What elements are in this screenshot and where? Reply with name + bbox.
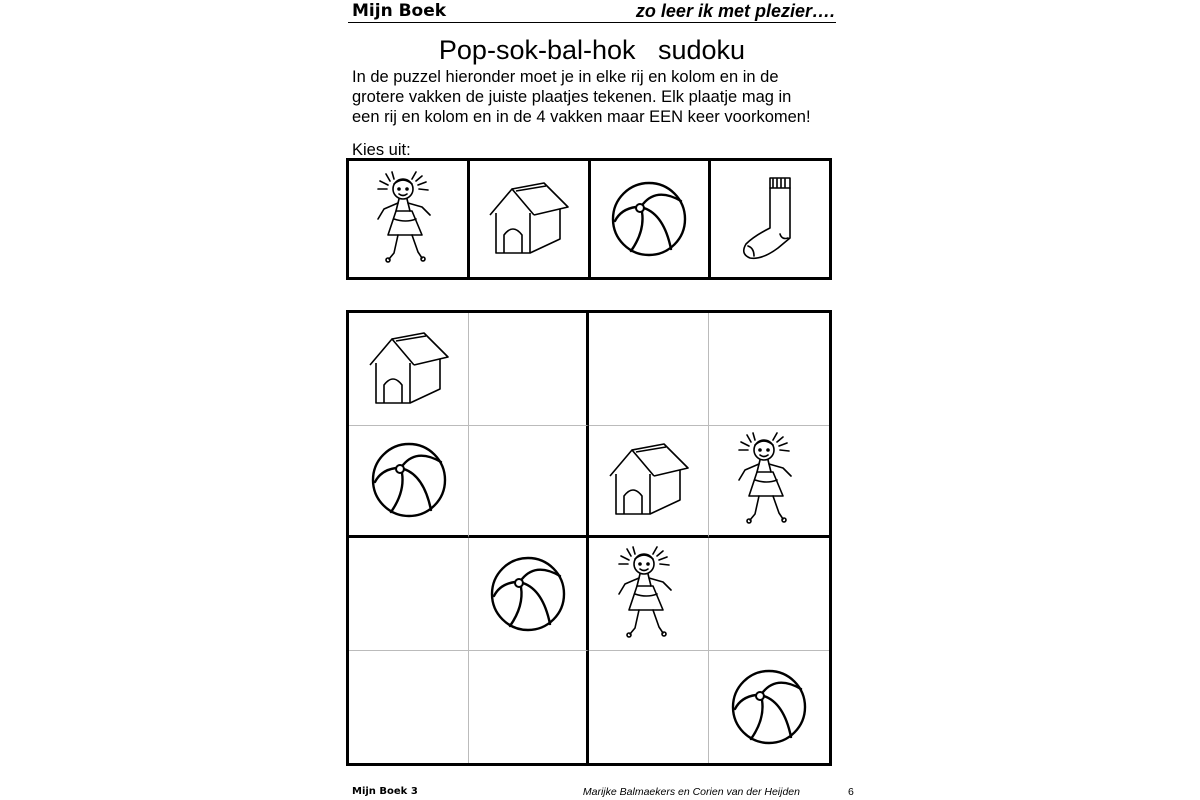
header-slogan: zo leer ik met plezier…. [635, 1, 835, 21]
footer-book-title: Mijn Boek 3 [352, 786, 418, 797]
doll-icon [729, 432, 809, 528]
choice-cell-ball [591, 161, 712, 277]
choices-label: Kies uit: [352, 141, 411, 159]
doghouse-icon [606, 442, 692, 518]
ball-icon [369, 440, 449, 520]
sudoku-cell[interactable] [349, 651, 469, 764]
choice-cell-sock [711, 161, 829, 277]
choice-cell-doghouse [470, 161, 591, 277]
sudoku-cell[interactable] [709, 651, 829, 764]
sudoku-cell[interactable] [589, 313, 709, 426]
sudoku-cell[interactable] [589, 538, 709, 651]
doghouse-icon [366, 331, 452, 407]
page-title: Pop-sok-bal-hok sudoku [438, 35, 746, 65]
choice-row [346, 158, 832, 280]
instruction-line: een rij en kolom en in de 4 vakken maar EEN keer voorkomen! [352, 108, 811, 126]
header-divider [348, 22, 836, 23]
doll-icon [368, 171, 448, 267]
doll-icon [609, 546, 689, 642]
sock-icon [738, 174, 802, 264]
sudoku-cell[interactable] [469, 313, 589, 426]
header-book-title: Mijn Boek [352, 1, 447, 21]
choice-cell-doll [349, 161, 470, 277]
ball-icon [488, 554, 568, 634]
sudoku-cell[interactable] [469, 426, 589, 539]
sudoku-cell[interactable] [349, 426, 469, 539]
sudoku-cell[interactable] [589, 426, 709, 539]
footer-authors: Marijke Balmaekers en Corien van der Heijden [582, 786, 800, 798]
instructions [352, 67, 842, 127]
sudoku-cell[interactable] [349, 313, 469, 426]
page-number: 6 [848, 786, 854, 798]
instruction-line: grotere vakken de juiste plaatjes tekenen. Elk plaatje mag in [352, 88, 792, 106]
sudoku-cell[interactable] [589, 651, 709, 764]
doghouse-icon [486, 181, 572, 257]
instruction-line: In de puzzel hieronder moet je in elke rij en kolom en in de [352, 68, 779, 86]
sudoku-cell[interactable] [469, 538, 589, 651]
ball-icon [609, 179, 689, 259]
sudoku-cell[interactable] [709, 426, 829, 539]
sudoku-cell[interactable] [349, 538, 469, 651]
sudoku-grid [346, 310, 832, 766]
ball-icon [729, 667, 809, 747]
sudoku-cell[interactable] [469, 651, 589, 764]
sudoku-cell[interactable] [709, 313, 829, 426]
sudoku-cell[interactable] [709, 538, 829, 651]
